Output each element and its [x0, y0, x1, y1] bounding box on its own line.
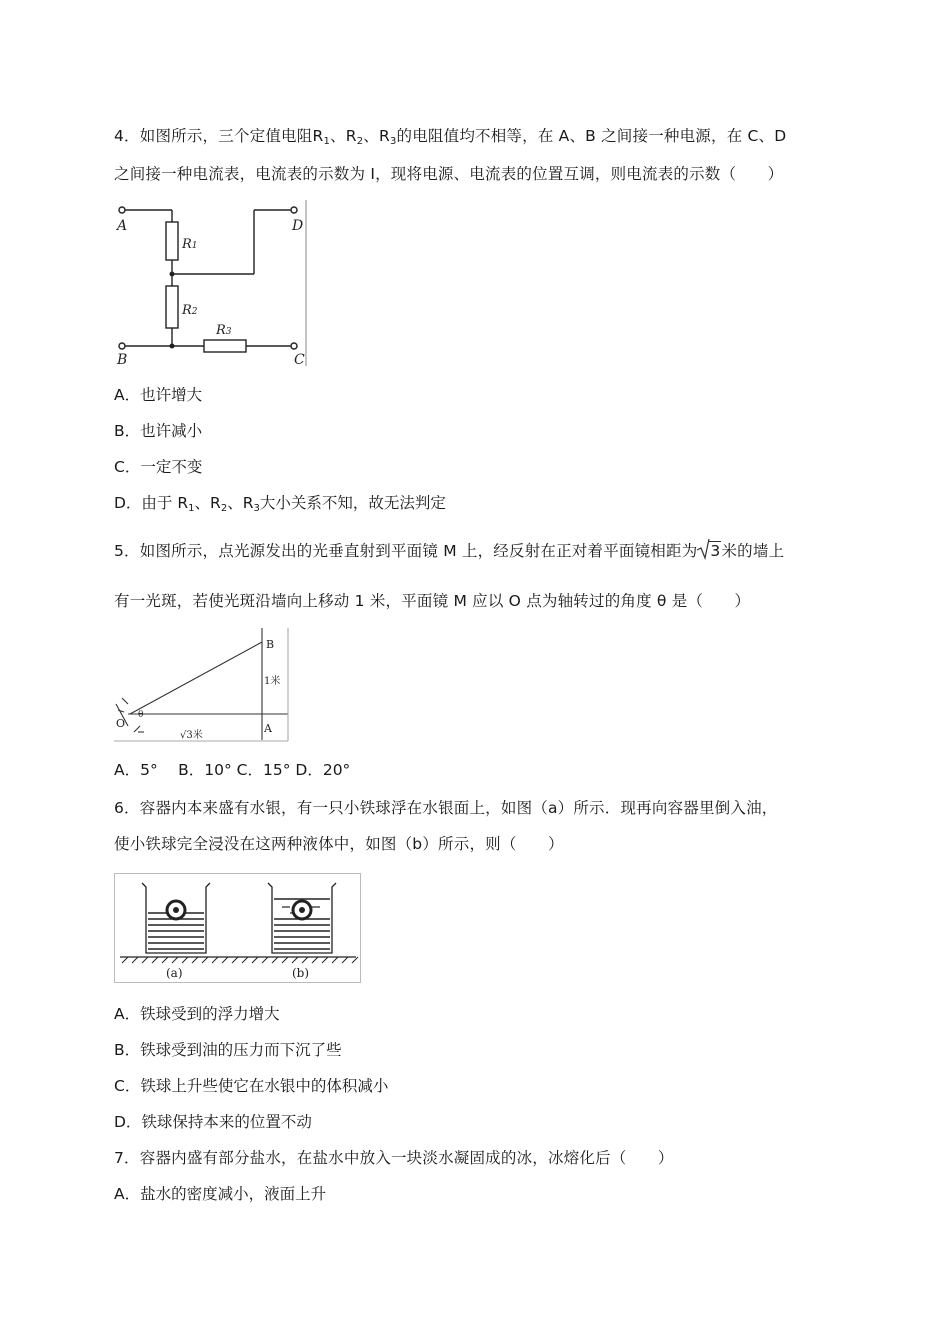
q5-label-theta: θ	[138, 710, 144, 720]
q4-stem-line1: 4．如图所示，三个定值电阻$R_1$、$R_2$、$R_3$的电阻值均不相等，在 A、B 之间接一种电源，在 C、D	[114, 127, 787, 147]
q4-label-b: B	[117, 352, 128, 368]
q4-option-a: A．也许增大	[114, 386, 203, 404]
q4-label-r1: R1	[182, 237, 198, 252]
q6-label-a: (a)	[166, 966, 183, 980]
q6-option-b: B．铁球受到油的压力而下沉了些	[114, 1041, 342, 1059]
q6-stem-line1: 6．容器内本来盛有水银，有一只小铁球浮在水银面上，如图（a）所示．现再向容器里倒入油，	[114, 799, 778, 817]
q5-label-1m: 1米	[264, 676, 281, 687]
q5-label-o: O	[116, 717, 126, 730]
q4-option-d: D．由于 $R_1$、$R_2$、$R_3$大小关系不知，故无法判定	[114, 494, 446, 514]
q4-circuit-figure	[114, 200, 314, 370]
q5-label-sqrt3m: √3米	[180, 730, 203, 741]
q6-option-a: A．铁球受到的浮力增大	[114, 1005, 280, 1023]
q6-option-c: C．铁球上升些使它在水银中的体积减小	[114, 1077, 389, 1095]
q4-label-r2: R2	[182, 303, 198, 318]
q5-label-a: A	[264, 722, 272, 735]
sqrt-symbol: 3	[697, 540, 721, 562]
q6-label-b: (b)	[292, 966, 310, 980]
q7-option-a: A．盐水的密度减小，液面上升	[114, 1185, 327, 1203]
q4-option-b: B．也许减小	[114, 422, 203, 440]
q4-label-c: C	[294, 352, 305, 368]
q6-container-figure	[114, 873, 364, 985]
q5-options: A．5° B．10° C．15° D．20°	[114, 761, 351, 779]
q6-option-d: D．铁球保持本来的位置不动	[114, 1113, 312, 1131]
q5-stem-line2: 有一光斑，若使光斑沿墙向上移动 1 米，平面镜 M 应以 O 点为轴转过的角度 θ 是（ ）	[114, 592, 751, 610]
q5-mirror-figure	[114, 628, 290, 744]
q4-label-a: A	[117, 218, 128, 234]
q4-option-c: C．一定不变	[114, 458, 203, 476]
q4-stem-line2: 之间接一种电流表，电流表的示数为 I，现将电源、电流表的位置互调，则电流表的示数（ ）	[114, 165, 784, 183]
q5-label-b: B	[266, 638, 275, 651]
q5-stem-line1: 5．如图所示，点光源发出的光垂直射到平面镜 M 上，经反射在正对着平面镜相距为 3米的墙上	[114, 540, 784, 562]
q4-label-d: D	[292, 218, 304, 234]
q7-stem-line1: 7．容器内盛有部分盐水，在盐水中放入一块淡水凝固成的冰，冰熔化后（ ）	[114, 1149, 674, 1167]
q6-stem-line2: 使小铁球完全浸没在这两种液体中，如图（b）所示，则（ ）	[114, 835, 564, 853]
q4-label-r3: R3	[216, 323, 232, 338]
